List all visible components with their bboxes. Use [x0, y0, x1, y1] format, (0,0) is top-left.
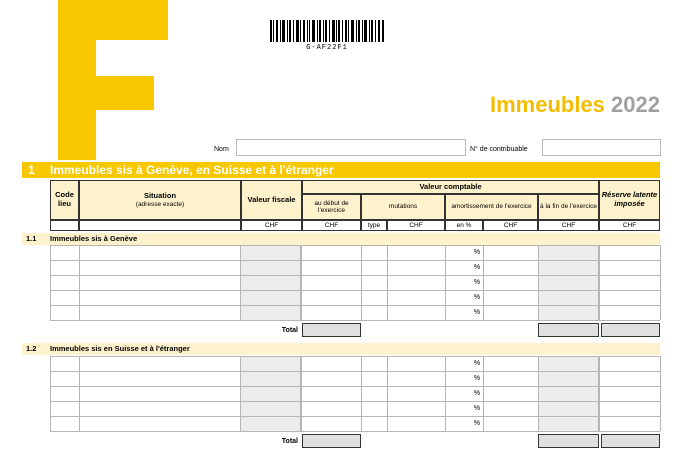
barcode — [270, 20, 384, 42]
unit-code — [50, 220, 79, 231]
form-title — [490, 92, 660, 118]
pct-sign: % — [473, 294, 481, 301]
total-debut-geneve[interactable] — [302, 323, 361, 337]
section-number: 1 — [28, 163, 35, 177]
pct-sign: % — [473, 375, 481, 382]
total-reserve-suisse[interactable] — [601, 434, 660, 448]
col-valeur-comptable: Valeur comptable — [302, 180, 599, 194]
valeur-fiscale-column — [240, 356, 301, 431]
col-debut: au début de l'exercice — [302, 194, 361, 220]
valeur-fiscale-column — [240, 245, 301, 320]
unit-en-pct: en % — [445, 220, 483, 231]
pct-sign: % — [473, 390, 481, 397]
col-valeur-fiscale: Valeur fiscale — [241, 180, 302, 220]
pct-sign: % — [473, 264, 481, 271]
fin-column — [538, 356, 599, 431]
unit-chf-amort: CHF — [483, 220, 538, 231]
barcode-text: G-AF22F1 — [306, 44, 348, 52]
col-mutations: mutations — [361, 194, 445, 220]
nom-label: Nom — [214, 146, 229, 153]
unit-chf-mutations: CHF — [387, 220, 445, 231]
total-fin-suisse[interactable] — [538, 434, 599, 448]
col-situation-title: Situation — [143, 190, 177, 200]
unit-chf-reserve: CHF — [599, 220, 660, 231]
col-fin: à la fin de l'exercice — [538, 194, 599, 220]
title-word: Immeubles — [489, 92, 605, 117]
subsection-title: Immeubles sis en Suisse et à l'étranger — [50, 344, 190, 353]
table-suisse-etranger — [50, 356, 660, 431]
contribuable-field[interactable] — [542, 139, 661, 156]
total-reserve-geneve[interactable] — [601, 323, 660, 337]
subsection-number: 1.2 — [26, 344, 37, 353]
form-letter-f-middle — [58, 76, 154, 110]
title-year: 2022 — [611, 92, 660, 117]
contribuable-label: N° de contribuable — [470, 146, 528, 153]
col-situation-sub: (adresse exacte) — [135, 200, 185, 208]
section-header — [22, 162, 660, 178]
total-fin-geneve[interactable] — [538, 323, 599, 337]
total-debut-suisse[interactable] — [302, 434, 361, 448]
col-amortissement: amortissement de l'exercice — [445, 194, 538, 220]
col-situation — [79, 180, 241, 220]
pct-sign: % — [473, 405, 481, 412]
pct-sign: % — [473, 309, 481, 316]
subsection-1-1-header — [22, 233, 660, 245]
pct-sign: % — [473, 249, 481, 256]
unit-chf-debut: CHF — [302, 220, 361, 231]
pct-sign: % — [473, 420, 481, 427]
subsection-number: 1.1 — [26, 234, 37, 243]
nom-field[interactable] — [236, 139, 466, 156]
table-geneve — [50, 245, 660, 320]
col-reserve: Réserve latente imposée — [599, 180, 660, 220]
fin-column — [538, 245, 599, 320]
unit-chf-fin: CHF — [538, 220, 599, 231]
unit-chf-fiscale: CHF — [241, 220, 302, 231]
subsection-1-2-header — [22, 343, 660, 355]
col-code-lieu: Code lieu — [50, 180, 79, 220]
pct-sign: % — [473, 279, 481, 286]
total-label: Total — [281, 438, 298, 445]
total-label: Total — [281, 327, 298, 334]
section-title: Immeubles sis à Genève, en Suisse et à l'étranger — [50, 163, 334, 177]
unit-situation — [79, 220, 241, 231]
pct-sign: % — [473, 360, 481, 367]
subsection-title: Immeubles sis à Genève — [50, 234, 138, 243]
unit-type: type — [361, 220, 387, 231]
form-letter-f-top — [58, 0, 168, 40]
